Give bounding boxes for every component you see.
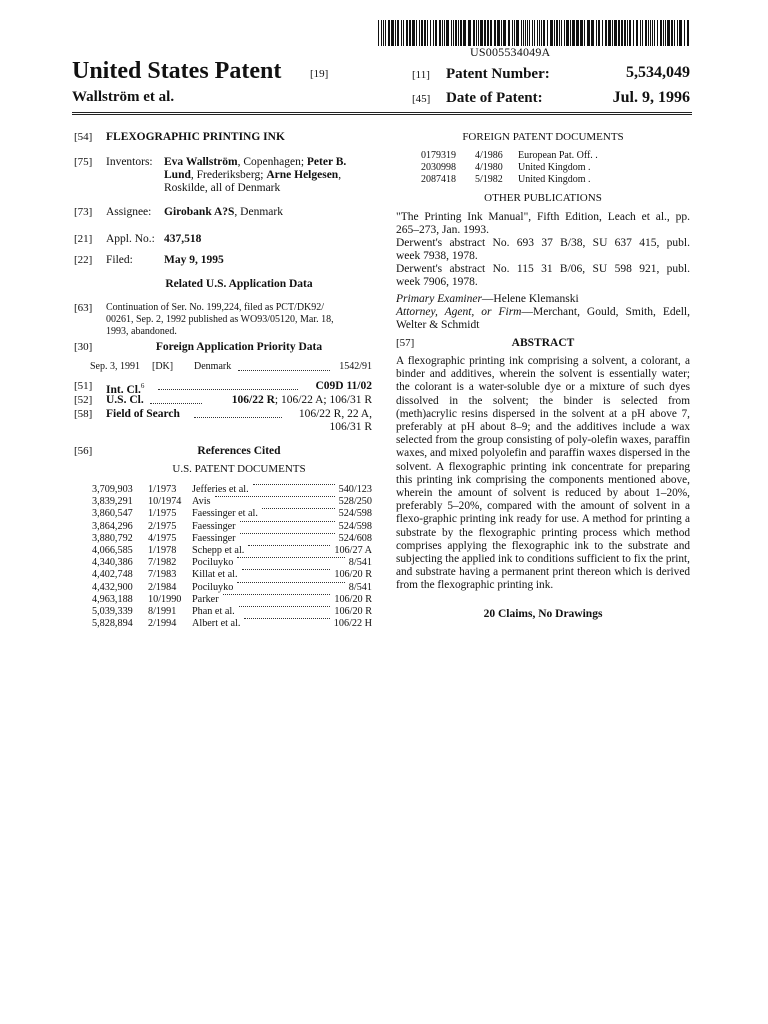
barcode-bar [605,20,607,46]
barcode-bar [416,20,417,46]
barcode-bar [642,20,643,46]
continuation-text [106,302,372,338]
us-cl-label: U.S. Cl. [106,394,144,406]
assignee-label: Assignee: [106,206,152,218]
reference-row [92,508,372,521]
barcode-bar [468,20,471,46]
reference-number: 4,340,386 [92,557,133,569]
filed-label: Filed: [106,254,133,266]
field-label: Field of Search [106,408,180,420]
patent-number-label: Patent Number: [446,66,550,82]
leader-dots [239,606,330,607]
barcode-bar [677,20,678,46]
examiner-name: —Helene Klemanski [481,293,579,305]
barcode-bar [412,20,415,46]
assignee-name: Girobank A?S [164,206,235,218]
barcode-bar [521,20,522,46]
abstract-text: A flexographic printing ink comprising a solvent, a colorant, a binder and additives, wherein the solvent is essentially water; the colorant is a water-soluble dye or a mixture of such dyes dissolved in the solvent; the binder is selected from (meth)acrylic resins dispersed in the solvent at a pH above 7, preferably at pH about 8–9; and the additives include a wax selected from the group consisting of poly-olefin waxes, paraffin waxes, and mixed polyolefin and paraffin waxes dispersed in the solvent. A flexographic printing ink concentrate for preparing this printing ink comprising the components mentioned above, wherein the amount of solvent is reduced by about 1–20%, preferably 5–20%, compared with the amount of solvent in a flexo-graphic printing ink ready for use. A method for printing a substrate by the flexographic printing process which method comprises applying the flexographic ink to the substrate and subjecting the applied ink to conditions sufficient to fix the print, and substrate having a permanent print thereon which is derived from the flexographic printing ink. [396,355,690,592]
publication [396,211,690,237]
priority-country-code: [DK] [152,361,174,372]
barcode-bar [430,20,431,46]
field-value: 106/31 R [329,421,372,433]
assignee-location: , Denmark [234,206,283,218]
office-code: [19] [310,68,329,80]
barcode-bar [598,20,600,46]
barcode-bar [663,20,664,46]
barcode-bar [391,20,394,46]
reference-number: 3,860,547 [92,508,133,520]
appl-code: [21] [74,233,93,245]
barcode-bar [657,20,658,46]
reference-number: 4,963,188 [92,593,133,605]
patent-office-title: United States Patent [72,58,282,84]
priority-date: Sep. 3, 1991 [90,361,140,372]
barcode-bar [463,20,466,46]
barcode-bar [550,20,553,46]
barcode-bar [525,20,526,46]
reference-row [92,606,372,619]
continuation-line: 1993, abandoned. [106,326,177,337]
barcode-bar [556,20,558,46]
attorney-label: Attorney, Agent, or Firm [396,306,522,318]
header-rule-2 [72,114,692,115]
barcode-bar [383,20,384,46]
int-cl-code: [51] [74,380,93,392]
reference-date: 4/1975 [148,532,177,544]
reference-row [92,545,372,558]
barcode-bar [527,20,528,46]
barcode-bar [621,20,623,46]
barcode-bar [591,20,594,46]
barcode-bar [406,20,408,46]
reference-row [92,533,372,546]
priority-country: Denmark [194,361,232,372]
barcode-bar [401,20,402,46]
barcode-bar [584,20,585,46]
patent-number: 5,534,049 [626,64,690,81]
barcode-bar [624,20,626,46]
leader-dots [237,582,345,583]
continuation-code: [63] [74,302,93,314]
inventor-name: Peter B. [306,156,347,168]
barcode-bar [576,20,579,46]
foreign-ref-date: 5/1982 [475,174,503,185]
barcode-bar [395,20,396,46]
reference-inventor: Schepp et al. [192,545,245,556]
barcode-bar [660,20,662,46]
barcode-bar [687,20,689,46]
reference-class: 106/22 H [333,618,372,630]
priority-number: 1542/91 [339,361,372,372]
barcode-bar [640,20,641,46]
reference-class: 528/250 [338,496,372,508]
reference-inventor: Avis [192,496,211,508]
barcode-bar [580,20,583,46]
publication-line: week 7938, 1978. [396,250,478,263]
continuation-line: 00261, Sep. 2, 1992 published as WO93/05120, Mar. 18, [106,314,334,325]
publication-line: 265–273, Jan. 1993. [396,224,489,237]
title-code: [54] [74,131,93,143]
reference-date: 1/1978 [148,545,177,556]
barcode-bar [636,20,638,46]
reference-date: 2/1975 [148,520,177,532]
us-cl-primary: 106/22 R [231,394,275,406]
barcode-bar [512,20,513,46]
barcode-bar [543,20,545,46]
reference-date: 1/1973 [148,484,177,495]
leader-dots [240,521,335,522]
barcode-bar [385,20,386,46]
barcode-bar [453,20,454,46]
reference-inventor: Pociluyko [192,581,234,593]
assignee [164,206,283,219]
leader-dots [253,484,335,485]
us-docs-heading: U.S. PATENT DOCUMENTS [172,463,306,475]
barcode-bar [627,20,628,46]
patent-date: Jul. 9, 1996 [612,89,690,106]
inventors-code: [75] [74,156,93,168]
barcode-bar [378,20,379,46]
foreign-ref-date: 4/1986 [475,150,503,161]
barcode-bar [451,20,452,46]
attorney-name: —Merchant, Gould, Smith, Edell, [521,306,690,318]
barcode-bar [427,20,428,46]
barcode-bar [650,20,651,46]
barcode-bar [612,20,613,46]
claims-summary: 20 Claims, No Drawings [483,608,603,620]
reference-class: 106/20 R [334,569,372,581]
barcode-bar [652,20,653,46]
barcode [378,20,690,46]
barcode-bar [458,20,459,46]
attorney [396,306,690,332]
leader-dots [242,569,330,570]
barcode-bar [403,20,404,46]
barcode-bar [633,20,634,46]
reference-row [92,484,372,497]
foreign-docs-heading: FOREIGN PATENT DOCUMENTS [462,131,624,143]
inventor-name: Eva Wallström [164,156,238,168]
reference-row [92,557,372,570]
inventor-name: Lund [164,169,191,182]
reference-class: 524/608 [338,532,372,544]
barcode-bar [566,20,569,46]
reference-class: 106/20 R [334,606,372,617]
barcode-bar [684,20,685,46]
publication [396,263,690,289]
int-cl-value: C09D 11/02 [315,380,372,392]
reference-inventor: Parker [192,593,219,605]
reference-inventor: Albert et al. [192,618,241,630]
foreign-ref-office: United Kingdom . [518,174,591,185]
patent-number-code: [11] [412,69,430,81]
reference-inventor: Phan et al. [192,606,235,617]
reference-inventor: Killat et al. [192,569,238,581]
us-cl-value [232,394,372,407]
reference-number: 4,066,585 [92,545,133,556]
inventor-separator: , [338,169,342,182]
barcode-bar [446,20,449,46]
reference-class: 524/598 [338,508,372,520]
reference-date: 10/1974 [148,496,182,508]
barcode-bar [541,20,542,46]
barcode-bar [654,20,655,46]
barcode-bar [397,20,399,46]
refs-heading: References Cited [197,445,281,457]
reference-number: 3,709,903 [92,484,133,495]
barcode-bar [561,20,562,46]
barcode-bar [473,20,475,46]
examiner-label: Primary Examiner [396,293,482,305]
reference-row [92,582,372,595]
reference-class: 106/27 A [334,545,372,556]
foreign-ref-number: 2030998 [421,162,456,173]
barcode-bar [435,20,437,46]
reference-number: 4,432,900 [92,581,133,593]
barcode-bar [424,20,426,46]
publication-line: "The Printing Ink Manual", Fifth Edition, Leach et al., pp. [396,211,690,223]
inventor-name: Arne Helgesen [266,169,339,182]
publication-line: Derwent's abstract No. 693 37 B/38, SU 637 415, publ. [396,237,690,249]
barcode-bar [433,20,434,46]
reference-row [92,618,372,631]
inventors-list [164,156,374,196]
barcode-bar [596,20,597,46]
reference-number: 5,828,894 [92,618,133,630]
barcode-bar [532,20,533,46]
invention-title: FLEXOGRAPHIC PRINTING INK [106,131,285,143]
barcode-bar [478,20,479,46]
reference-date: 2/1984 [148,581,177,593]
attorney-name-cont: Welter & Schmidt [396,319,480,332]
foreign-ref-date: 4/1980 [475,162,503,173]
barcode-bar [476,20,477,46]
barcode-bar [587,20,590,46]
barcode-bar [529,20,530,46]
abstract-heading: ABSTRACT [511,337,575,349]
barcode-bar [439,20,441,46]
foreign-ref-office: United Kingdom . [518,162,591,173]
barcode-bar [409,20,411,46]
foreign-ref-office: European Pat. Off. . [518,150,598,161]
priority-row [90,361,372,374]
reference-date: 10/1990 [148,593,182,605]
us-cl-secondary: ; 106/22 A; 106/31 R [274,394,372,406]
priority-heading: Foreign Application Priority Data [155,341,323,353]
leader-dots [240,533,335,534]
barcode-bar [602,20,603,46]
appl-label: Appl. No.: [106,233,155,245]
abstract-code: [57] [396,337,415,349]
leader-dots [237,557,345,558]
barcode-bar [667,20,670,46]
reference-class: 524/598 [338,520,372,532]
barcode-bar [674,20,675,46]
barcode-bar [490,20,492,46]
leader-dots [262,508,335,509]
related-data-heading: Related U.S. Application Data [165,278,313,290]
barcode-bar [629,20,631,46]
foreign-reference-row [421,162,661,174]
reference-number: 4,402,748 [92,569,133,581]
barcode-bar [679,20,682,46]
barcode-bar [516,20,519,46]
barcode-bar [537,20,538,46]
barcode-bar [547,20,548,46]
other-pubs-heading: OTHER PUBLICATIONS [484,192,602,204]
barcode-bar [671,20,673,46]
appl-number: 437,518 [164,233,202,245]
reference-class: 106/20 R [334,593,372,605]
inventors-label: Inventors: [106,156,153,168]
barcode-bar [645,20,647,46]
reference-row [92,521,372,534]
date-label: Date of Patent: [446,90,543,106]
inventor-location: , Copenhagen; [237,156,307,168]
barcode-bar [501,20,502,46]
reference-row [92,496,372,509]
barcode-bar [572,20,575,46]
barcode-bar [665,20,666,46]
barcode-bar [523,20,524,46]
filed-date: May 9, 1995 [164,254,224,266]
field-code: [58] [74,408,93,420]
reference-date: 7/1982 [148,557,177,569]
leader-dots [194,417,282,418]
reference-number: 3,880,792 [92,532,133,544]
barcode-bar [503,20,506,46]
reference-class: 8/541 [348,557,372,569]
barcode-bar [480,20,483,46]
barcode-bar [460,20,462,46]
barcode-bar [388,20,390,46]
barcode-bar [381,20,382,46]
leader-dots [248,545,330,546]
barcode-bar [421,20,423,46]
barcode-bar [554,20,555,46]
priority-code: [30] [74,341,93,353]
inventor-location: , Frederiksberg; [190,169,267,182]
barcode-bar [487,20,489,46]
barcode-bar [539,20,540,46]
foreign-reference-row [421,174,661,186]
int-cl-label-text: Int. Cl. [106,383,141,396]
refs-code: [56] [74,445,93,457]
publication-line: week 7906, 1978. [396,276,478,289]
primary-examiner [396,293,690,306]
header-rule [72,112,692,113]
reference-row [92,569,372,582]
leader-dots [223,594,330,595]
leader-dots [158,389,298,390]
publication-line: Derwent's abstract No. 115 31 B/06, SU 598 921, publ. [396,263,690,275]
reference-inventor: Faessinger [192,532,236,544]
reference-class: 8/541 [348,581,372,593]
barcode-bar [444,20,445,46]
date-code: [45] [412,93,431,105]
reference-date: 1/1975 [148,508,177,520]
foreign-reference-row [421,150,661,162]
barcode-bar [618,20,620,46]
leader-dots [238,370,330,371]
reference-date: 8/1991 [148,606,177,617]
barcode-bar [419,20,420,46]
barcode-bar [484,20,486,46]
reference-inventor: Faessinger et al. [192,508,258,520]
field-value: 106/22 R, 22 A, [298,408,372,420]
leader-dots [215,496,335,497]
barcode-bar [497,20,500,46]
int-cl-edition: 6 [140,382,145,390]
barcode-bar [514,20,515,46]
barcode-bar [442,20,443,46]
barcode-bar [508,20,510,46]
leader-dots [150,403,202,404]
reference-inventor: Faessinger [192,520,236,532]
reference-class: 540/123 [338,484,372,495]
publication [396,237,690,263]
reference-number: 3,839,291 [92,496,133,508]
inventors-short: Wallström et al. [72,89,175,105]
foreign-ref-number: 2087418 [421,174,456,185]
barcode-bar [570,20,571,46]
document-number: US005534049A [470,45,551,59]
inventor-location: Roskilde, all of Denmark [164,182,281,195]
reference-inventor: Jefferies et al. [192,484,249,495]
barcode-bar [534,20,535,46]
reference-inventor: Pociluyko [192,557,234,569]
us-cl-code: [52] [74,394,93,406]
reference-row [92,594,372,607]
reference-number: 5,039,339 [92,606,133,617]
barcode-bar [494,20,496,46]
assignee-code: [73] [74,206,93,218]
reference-date: 7/1983 [148,569,177,581]
barcode-bar [564,20,565,46]
barcode-bar [559,20,560,46]
filed-code: [22] [74,254,93,266]
barcode-bar [648,20,649,46]
reference-number: 3,864,296 [92,520,133,532]
foreign-ref-number: 0179319 [421,150,456,161]
barcode-bar [614,20,617,46]
reference-date: 2/1994 [148,618,177,630]
barcode-bar [608,20,611,46]
leader-dots [244,618,330,619]
barcode-bar [455,20,457,46]
continuation-line: Continuation of Ser. No. 199,224, filed as PCT/DK92/ [106,302,325,313]
